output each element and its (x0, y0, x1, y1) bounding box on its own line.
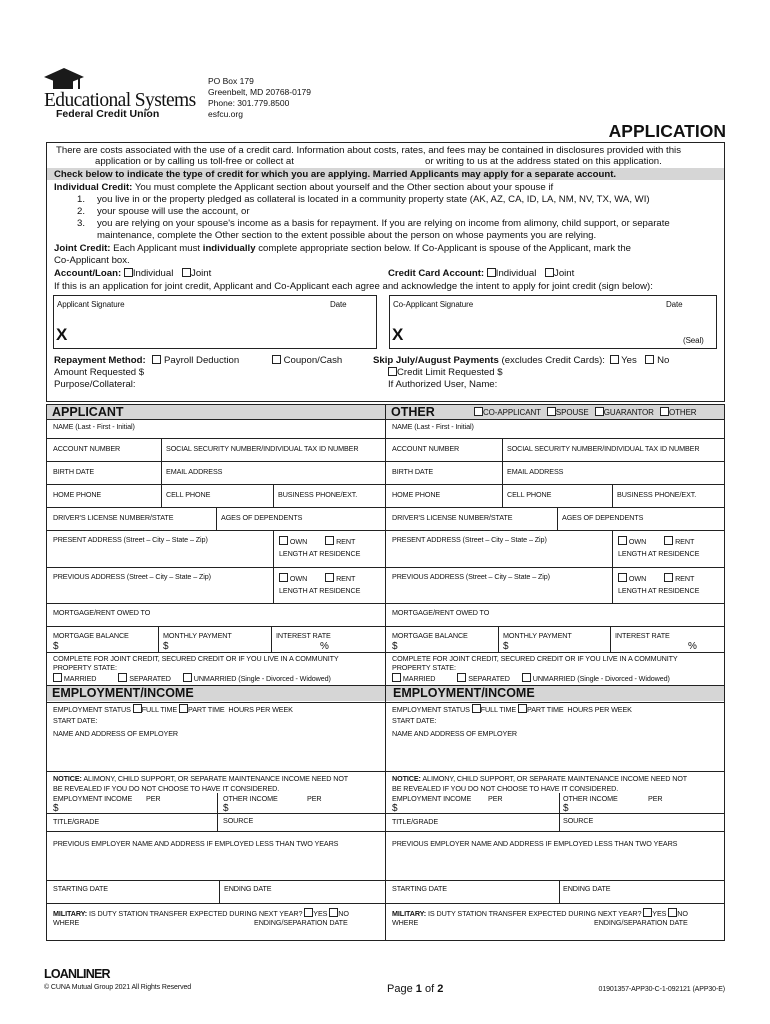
applicant-license-field[interactable]: DRIVER'S LICENSE NUMBER/STATE (53, 513, 174, 522)
account-individual-checkbox[interactable] (124, 268, 133, 277)
applicant-monthly-payment-field[interactable]: MONTHLY PAYMENT (163, 631, 232, 640)
applicant-mortgage-owed-field[interactable]: MORTGAGE/RENT OWED TO (53, 608, 151, 617)
other-full-time-checkbox[interactable] (472, 704, 481, 713)
applicant-complete-joint: COMPLETE FOR JOINT CREDIT, SECURED CREDIT OR IF YOU LIVE IN A COMMUNITY (53, 654, 339, 663)
applicant-rate-percent: % (320, 641, 329, 652)
rule (47, 461, 724, 462)
applicant-date-label: Date (330, 300, 347, 309)
other-ssn-field[interactable]: SOCIAL SECURITY NUMBER/INDIVIDUAL TAX ID NUMBER (507, 444, 700, 453)
other-previous-own: OWN RENT (618, 573, 694, 583)
applicant-previous-address-field[interactable]: PREVIOUS ADDRESS (Street – City – State – Zip) (53, 572, 211, 581)
applicant-payment-dollar: $ (163, 641, 169, 652)
other-married-checkbox[interactable] (392, 673, 401, 682)
page-number: Page 1 of 2 (387, 983, 444, 995)
logo (42, 68, 202, 120)
rule (47, 507, 724, 508)
guarantor-checkbox[interactable] (595, 407, 604, 416)
rule (217, 793, 218, 831)
present-own-checkbox[interactable] (279, 536, 288, 545)
other-previous-employer[interactable]: PREVIOUS EMPLOYER NAME AND ADDRESS IF EMPLOYED LESS THAN TWO YEARS (392, 839, 678, 848)
rule (47, 530, 724, 531)
intro-line-2a: application or by calling us toll-free or collect at (95, 156, 294, 167)
rule (273, 530, 274, 567)
applicant-employment-status: EMPLOYMENT STATUS FULL TIME PART TIME HOURS PER WEEK (53, 705, 293, 714)
applicant-previous-length[interactable]: LENGTH AT RESIDENCE (279, 586, 361, 595)
credit-limit-row: Credit Limit Requested $ (388, 367, 503, 378)
other-notice-2: BE REVEALED IF YOU DO NOT CHOOSE TO HAVE IT CONSIDERED. (392, 784, 619, 793)
applicant-home-phone-field[interactable]: HOME PHONE (53, 490, 102, 499)
coapplicant-x-mark: X (392, 325, 404, 344)
applicant-present-address-field[interactable]: PRESENT ADDRESS (Street – City – State – Zip) (53, 535, 208, 544)
applicant-interest-rate-field[interactable]: INTEREST RATE (276, 631, 331, 640)
applicant-balance-dollar: $ (53, 641, 59, 652)
coapplicant-signature-label: Co-Applicant Signature (393, 300, 474, 309)
military-yes-checkbox[interactable] (304, 908, 313, 917)
rule (47, 419, 724, 420)
coupon-checkbox[interactable] (272, 355, 281, 364)
org-address-1: PO Box 179 (208, 76, 254, 86)
rule (47, 771, 724, 772)
applicant-other-income[interactable]: OTHER INCOME (223, 794, 278, 803)
spouse-checkbox[interactable] (547, 407, 556, 416)
form-code: 01901357-APP30-C-1-092121 (APP30-E) (598, 986, 725, 993)
applicant-other-dollar: $ (223, 803, 229, 814)
other-income-dollar: $ (392, 803, 398, 814)
rule (502, 461, 503, 484)
rule (47, 652, 724, 653)
rule (47, 903, 724, 904)
other-ages-field[interactable]: AGES OF DEPENDENTS (562, 513, 644, 522)
other-birth-date-field[interactable]: BIRTH DATE (392, 467, 434, 476)
loanliner-logo: LOANLINER (44, 967, 110, 981)
intro-line-2b: or writing to us at the address stated on this application. (425, 156, 662, 167)
other-where[interactable]: WHERE (392, 918, 419, 927)
other-present-rent-checkbox[interactable] (664, 536, 673, 545)
other-present-own: OWN RENT (618, 536, 694, 546)
rule (498, 626, 499, 652)
rule (216, 507, 217, 530)
applicant-account-number-field[interactable]: ACCOUNT NUMBER (53, 444, 121, 453)
org-website: esfcu.org (208, 109, 243, 119)
amount-requested: Amount Requested $ (54, 367, 145, 378)
other-home-phone-field[interactable]: HOME PHONE (392, 490, 441, 499)
intro-line-1: There are costs associated with the use of a credit card. Information about costs, rates, and fees may be contained in disclosures provided with this (56, 145, 681, 156)
other-present-length[interactable]: LENGTH AT RESIDENCE (618, 549, 700, 558)
employment-header-left: EMPLOYMENT/INCOME (52, 686, 194, 700)
other-ending-date[interactable]: ENDING DATE (563, 884, 611, 893)
authorized-user: If Authorized User, Name: (388, 379, 498, 390)
other-military-no-checkbox[interactable] (668, 908, 677, 917)
present-rent-checkbox[interactable] (325, 536, 334, 545)
seal-label: (Seal) (683, 336, 704, 345)
rule (271, 626, 272, 652)
previous-rent-checkbox[interactable] (325, 573, 334, 582)
rule (47, 831, 724, 832)
other-mortgage-owed-field[interactable]: MORTGAGE/RENT OWED TO (392, 608, 490, 617)
applicant-other-per: PER (307, 794, 322, 803)
other-name-field[interactable]: NAME (Last - First - Initial) (392, 422, 474, 431)
rule (610, 626, 611, 652)
rule (559, 793, 560, 831)
other-income-per: PER (488, 794, 503, 803)
rule (273, 567, 274, 603)
list-item-3-cont: maintenance, complete the Other section to the extent possible about the person on whose payments you are relying. (97, 230, 597, 241)
other-marital-row: MARRIED SEPARATED UNMARRIED (Single - Divorced - Widowed) (392, 673, 670, 683)
purpose-collateral: Purpose/Collateral: (54, 379, 136, 390)
rule (161, 438, 162, 461)
joint-credit-line-2: Co-Applicant box. (54, 255, 130, 266)
unmarried-checkbox[interactable] (183, 673, 192, 682)
applicant-present-length[interactable]: LENGTH AT RESIDENCE (279, 549, 361, 558)
rule (47, 626, 724, 627)
joint-credit-line: Joint Credit: Each Applicant must individually complete appropriate section below. If Co-Applicant is spouse of the Applicant, mark the (54, 243, 631, 254)
applicant-ending-separation[interactable]: ENDING/SEPARATION DATE (254, 918, 348, 927)
applicant-title-grade[interactable]: TITLE/GRADE (53, 817, 100, 826)
rule (47, 603, 724, 604)
applicant-email-field[interactable]: EMAIL ADDRESS (166, 467, 223, 476)
skip-payments-row: Skip July/August Payments (excludes Credit Cards): Yes No (373, 355, 670, 366)
other-previous-length[interactable]: LENGTH AT RESIDENCE (618, 586, 700, 595)
other-complete-joint: COMPLETE FOR JOINT CREDIT, SECURED CREDIT OR IF YOU LIVE IN A COMMUNITY (392, 654, 678, 663)
other-present-address-field[interactable]: PRESENT ADDRESS (Street – City – State – Zip) (392, 535, 547, 544)
card-joint-checkbox[interactable] (545, 268, 554, 277)
other-license-field[interactable]: DRIVER'S LICENSE NUMBER/STATE (392, 513, 513, 522)
applicant-notice: NOTICE: ALIMONY, CHILD SUPPORT, OR SEPARATE MAINTENANCE INCOME NEED NOT (53, 774, 349, 783)
joint-sign-text: If this is an application for joint credit, Applicant and Co-Applicant each agree and acknowledge the intent to apply for joint credit (sign below): (54, 281, 653, 292)
other-employer-name[interactable]: NAME AND ADDRESS OF EMPLOYER (392, 729, 518, 738)
other-unmarried-checkbox[interactable] (522, 673, 531, 682)
page-title: APPLICATION (608, 121, 726, 141)
rule (158, 626, 159, 652)
list-item-3-num: 3. (77, 218, 86, 229)
rule (219, 880, 220, 903)
applicant-signature-label: Applicant Signature (57, 300, 125, 309)
other-type-row: CO-APPLICANT SPOUSE GUARANTOR OTHER (474, 407, 697, 417)
other-email-field[interactable]: EMAIL ADDRESS (507, 467, 564, 476)
other-military-yes-checkbox[interactable] (643, 908, 652, 917)
repayment-row: Repayment Method: Payroll Deduction Coupon/Cash (54, 355, 343, 366)
rule (47, 484, 724, 485)
other-interest-rate-field[interactable]: INTEREST RATE (615, 631, 670, 640)
list-item-3: you are relying on your spouse's income as a basis for repayment. If you are relying on income from alimony, child support, or separate (97, 218, 670, 229)
account-joint-checkbox[interactable] (182, 268, 191, 277)
other-property-state: PROPERTY STATE: (392, 663, 456, 672)
applicant-start-date[interactable]: START DATE: (53, 716, 98, 725)
applicant-x-mark: X (56, 325, 68, 344)
applicant-birth-date-field[interactable]: BIRTH DATE (53, 467, 95, 476)
employment-header-right: EMPLOYMENT/INCOME (393, 686, 535, 700)
other-employment-status: EMPLOYMENT STATUS FULL TIME PART TIME HOURS PER WEEK (392, 705, 632, 714)
applicant-employment-income[interactable]: EMPLOYMENT INCOME (53, 794, 133, 803)
applicant-military: MILITARY: IS DUTY STATION TRANSFER EXPECTED DURING NEXT YEAR? YES NO (53, 909, 349, 918)
applicant-header: APPLICANT (52, 405, 124, 419)
credit-limit-checkbox[interactable] (388, 367, 397, 376)
rule (161, 461, 162, 484)
card-individual-checkbox[interactable] (487, 268, 496, 277)
applicant-present-own: OWN RENT (279, 536, 355, 546)
applicant-name-field[interactable]: NAME (Last - First - Initial) (53, 422, 135, 431)
other-other-per: PER (648, 794, 663, 803)
skip-yes-checkbox[interactable] (610, 355, 619, 364)
other-other-income[interactable]: OTHER INCOME (563, 794, 618, 803)
applicant-starting-date[interactable]: STARTING DATE (53, 884, 109, 893)
other-notice: NOTICE: ALIMONY, CHILD SUPPORT, OR SEPARATE MAINTENANCE INCOME NEED NOT (392, 774, 688, 783)
rule (47, 880, 724, 881)
applicant-notice-2: BE REVEALED IF YOU DO NOT CHOOSE TO HAVE IT CONSIDERED. (53, 784, 280, 793)
applicant-ending-date[interactable]: ENDING DATE (224, 884, 272, 893)
other-starting-date[interactable]: STARTING DATE (392, 884, 448, 893)
applicant-cell-phone-field[interactable]: CELL PHONE (166, 490, 211, 499)
separated-checkbox[interactable] (118, 673, 127, 682)
applicant-ssn-field[interactable]: SOCIAL SECURITY NUMBER/INDIVIDUAL TAX ID NUMBER (166, 444, 359, 453)
other-balance-dollar: $ (392, 641, 398, 652)
other-part-time-checkbox[interactable] (518, 704, 527, 713)
part-time-checkbox[interactable] (179, 704, 188, 713)
other-rate-percent: % (688, 641, 697, 652)
org-address-2: Greenbelt, MD 20768-0179 (208, 87, 312, 97)
applicant-previous-own: OWN RENT (279, 573, 355, 583)
applicant-business-phone-field[interactable]: BUSINESS PHONE/EXT. (278, 490, 358, 499)
rule (161, 484, 162, 507)
other-other-dollar: $ (563, 803, 569, 814)
applicant-where[interactable]: WHERE (53, 918, 80, 927)
applicant-mortgage-balance-field[interactable]: MORTGAGE BALANCE (53, 631, 129, 640)
list-item-2-num: 2. (77, 206, 86, 217)
list-item-2: your spouse will use the account, or (97, 206, 250, 217)
other-mortgage-balance-field[interactable]: MORTGAGE BALANCE (392, 631, 468, 640)
rule (612, 484, 613, 507)
other-separated-checkbox[interactable] (457, 673, 466, 682)
rule (502, 438, 503, 461)
org-phone: Phone: 301.779.8500 (208, 98, 290, 108)
applicant-employer-name[interactable]: NAME AND ADDRESS OF EMPLOYER (53, 729, 179, 738)
other-cell-phone-field[interactable]: CELL PHONE (507, 490, 552, 499)
coapplicant-date-label: Date (666, 300, 683, 309)
individual-credit-label: Individual Credit: You must complete the Applicant section about yourself and the Other section about your spouse if (54, 182, 554, 193)
applicant-marital-row: MARRIED SEPARATED UNMARRIED (Single - Divorced - Widowed) (53, 673, 331, 683)
rule (502, 484, 503, 507)
rule (47, 702, 724, 703)
org-name: Educational Systems (44, 90, 196, 111)
other-employment-income[interactable]: EMPLOYMENT INCOME (392, 794, 472, 803)
other-payment-dollar: $ (503, 641, 509, 652)
list-item-1: you live in or the property pledged as collateral is located in a community property state (AK, AZ, CA, ID, LA, NM, NV, TX, WA, WI) (97, 194, 650, 205)
military-no-checkbox[interactable] (329, 908, 338, 917)
coapplicant-checkbox[interactable] (474, 407, 483, 416)
other-header: OTHER (391, 405, 435, 419)
account-loan-row: Account/Loan: Individual Joint (54, 268, 212, 279)
rule (273, 484, 274, 507)
other-ending-separation[interactable]: ENDING/SEPARATION DATE (594, 918, 688, 927)
other-type-checkbox[interactable] (660, 407, 669, 416)
other-business-phone-field[interactable]: BUSINESS PHONE/EXT. (617, 490, 697, 499)
check-bar-text: Check below to indicate the type of credit for which you are applying. Married Applicants may apply for a separate account. (54, 169, 617, 180)
applicant-income-dollar: $ (53, 803, 59, 814)
applicant-previous-employer[interactable]: PREVIOUS EMPLOYER NAME AND ADDRESS IF EMPLOYED LESS THAN TWO YEARS (53, 839, 339, 848)
rule (557, 507, 558, 530)
applicant-property-state: PROPERTY STATE: (53, 663, 117, 672)
other-title-grade[interactable]: TITLE/GRADE (392, 817, 439, 826)
applicant-income-per: PER (146, 794, 161, 803)
other-previous-own-checkbox[interactable] (618, 573, 627, 582)
married-checkbox[interactable] (53, 673, 62, 682)
list-item-1-num: 1. (77, 194, 86, 205)
copyright: © CUNA Mutual Group 2021 All Rights Reserved (44, 984, 192, 991)
other-monthly-payment-field[interactable]: MONTHLY PAYMENT (503, 631, 572, 640)
rule (559, 880, 560, 903)
skip-no-checkbox[interactable] (645, 355, 654, 364)
payroll-checkbox[interactable] (152, 355, 161, 364)
rule (612, 567, 613, 603)
previous-own-checkbox[interactable] (279, 573, 288, 582)
other-account-number-field[interactable]: ACCOUNT NUMBER (392, 444, 460, 453)
other-start-date[interactable]: START DATE: (392, 716, 437, 725)
rule (612, 530, 613, 567)
rule (47, 813, 724, 814)
rule (47, 438, 724, 439)
other-previous-address-field[interactable]: PREVIOUS ADDRESS (Street – City – State – Zip) (392, 572, 550, 581)
other-previous-rent-checkbox[interactable] (664, 573, 673, 582)
other-military: MILITARY: IS DUTY STATION TRANSFER EXPECTED DURING NEXT YEAR? YES NO (392, 909, 688, 918)
rule (47, 567, 724, 568)
applicant-ages-field[interactable]: AGES OF DEPENDENTS (221, 513, 303, 522)
full-time-checkbox[interactable] (133, 704, 142, 713)
other-present-own-checkbox[interactable] (618, 536, 627, 545)
credit-card-account-row: Credit Card Account: Individual Joint (388, 268, 575, 279)
other-source[interactable]: SOURCE (563, 816, 594, 825)
applicant-source[interactable]: SOURCE (223, 816, 254, 825)
org-subname: Federal Credit Union (56, 108, 160, 120)
